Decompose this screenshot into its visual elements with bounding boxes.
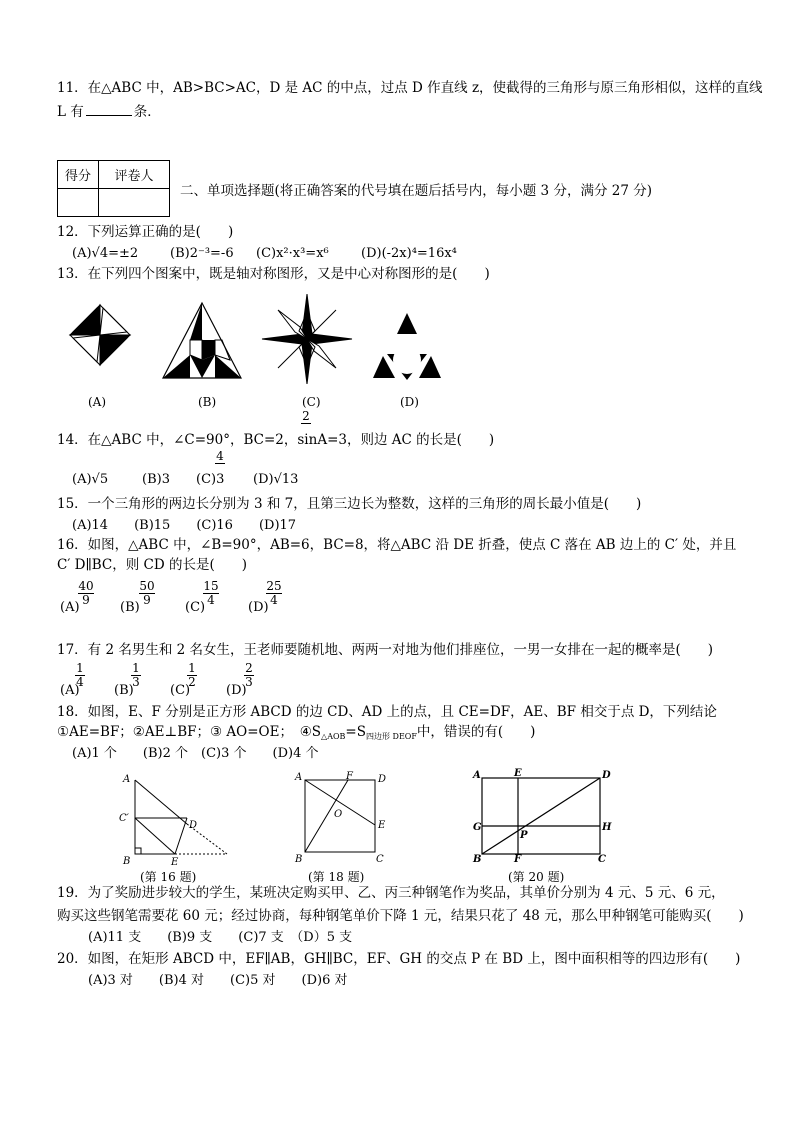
q16-d-num: 25 bbox=[266, 579, 282, 593]
grader-header: 评卷人 bbox=[99, 161, 170, 189]
q17-b-num: 1 bbox=[132, 661, 140, 675]
f20-label-c: C bbox=[598, 854, 606, 865]
f16-label-e: E bbox=[171, 857, 179, 868]
q16-a-den: 9 bbox=[82, 593, 90, 607]
q17-c-den: 2 bbox=[188, 675, 196, 689]
q14-sina-denominator: 3 bbox=[338, 432, 347, 448]
f16-label-a: A bbox=[123, 774, 131, 785]
q17-b-den: 3 bbox=[132, 675, 140, 689]
q14-option-a[interactable]: (A)√5 bbox=[72, 472, 109, 487]
figure-20 bbox=[470, 768, 610, 863]
f20-label-p: P bbox=[520, 830, 528, 841]
figure-20-caption: (第 20 题) bbox=[508, 870, 565, 884]
q14-option-c[interactable] bbox=[196, 472, 224, 488]
q18-line2-a: ①AE=BF；②AE⊥BF；③ AO=OE； ④S bbox=[57, 724, 322, 740]
f18-label-b: B bbox=[295, 854, 303, 865]
q13-label-b[interactable]: (B) bbox=[198, 395, 217, 409]
q16-option-b-frac[interactable] bbox=[139, 580, 155, 607]
q16-option-d-label[interactable]: (D) bbox=[248, 600, 269, 615]
triangle-circle-figure-d bbox=[365, 310, 450, 382]
q14-stem bbox=[57, 432, 494, 448]
q17-option-a-frac[interactable] bbox=[75, 662, 85, 689]
q16-b-den: 9 bbox=[143, 593, 151, 607]
star-figure-c bbox=[260, 292, 355, 387]
q19-options[interactable]: (A)11 支 (B)9 支 (C)7 支 （D）5 支 bbox=[88, 930, 353, 945]
q14-sina-fraction bbox=[301, 410, 311, 424]
q12-option-a[interactable]: (A)√4=±2 bbox=[72, 246, 139, 261]
q17-option-d-label[interactable]: (D) bbox=[226, 683, 247, 698]
f20-label-g: G bbox=[473, 822, 482, 833]
q16-line2: C′ D∥BC，则 CD 的长是( ) bbox=[57, 557, 248, 573]
q18-options[interactable]: (A)1 个 (B)2 个 (C)3 个 (D)4 个 bbox=[72, 746, 319, 761]
q18-line1: 18．如图，E、F 分别是正方形 ABCD 的边 CD、AD 上的点，且 CE=DF，AE、BF 相交于点 D，下列结论 bbox=[57, 704, 717, 720]
q16-option-a-frac[interactable] bbox=[78, 580, 94, 607]
score-header: 得分 bbox=[58, 161, 99, 189]
q14-c-denominator: 3 bbox=[216, 472, 225, 487]
q14-option-d[interactable]: (D)√13 bbox=[253, 472, 299, 487]
q17-a-den: 4 bbox=[76, 675, 84, 689]
q19-line2: 购买这些钢笔需要花 60 元；经过协商，每种钢笔单价下降 1 元，结果只花了 48 元，那么甲种钢笔可能购买( ) bbox=[57, 908, 744, 924]
f18-label-o: O bbox=[334, 809, 343, 820]
grader-cell[interactable] bbox=[99, 189, 170, 217]
q17-option-b-frac[interactable] bbox=[131, 662, 141, 689]
q17-option-c-frac[interactable] bbox=[187, 662, 197, 689]
q14-c-prefix: (C) bbox=[196, 472, 217, 487]
q13-label-a[interactable]: (A) bbox=[88, 395, 107, 409]
f20-label-a: A bbox=[473, 770, 481, 781]
q11-line2 bbox=[57, 103, 161, 120]
f16-label-c-prime: C′ bbox=[119, 813, 129, 824]
q11-line2-a: L 有 bbox=[57, 104, 84, 120]
q16-a-num: 40 bbox=[78, 579, 94, 593]
q17-c-num: 1 bbox=[188, 661, 196, 675]
f20-label-b: B bbox=[473, 854, 482, 865]
q12-option-c[interactable]: (C)x²·x³=x⁶ bbox=[256, 246, 329, 261]
q14-stem-b: ，则边 AC 的长是( ) bbox=[346, 432, 495, 448]
q12-option-d[interactable]: (D)(-2x)⁴=16x⁴ bbox=[361, 246, 457, 261]
pinwheel-figure-a bbox=[55, 305, 145, 380]
figure-18-caption: (第 18 题) bbox=[308, 870, 365, 884]
q16-option-c-frac[interactable] bbox=[203, 580, 219, 607]
section-2-title: 二、单项选择题(将正确答案的代号填在题后括号内，每小题 3 分，满分 27 分) bbox=[180, 183, 652, 199]
f16-label-d: D bbox=[189, 820, 198, 831]
triangle-figure-b bbox=[160, 300, 245, 380]
q17-d-den: 3 bbox=[245, 675, 253, 689]
figure-18 bbox=[290, 770, 390, 865]
f18-label-f: F bbox=[346, 771, 353, 782]
q16-d-den: 4 bbox=[270, 593, 278, 607]
q17-stem: 17．有 2 名男生和 2 名女生，王老师要随机地、两两一对地为他们排座位，一男一女排在一起的概率是( ) bbox=[57, 642, 714, 658]
q16-line1: 16．如图，△ABC 中，∠B=90°，AB=6，BC=8，将△ABC 沿 DE 折叠，使点 C 落在 AB 边上的 C′ 处，并且 bbox=[57, 537, 737, 553]
q16-option-b-label[interactable]: (B) bbox=[120, 600, 140, 615]
f16-label-b: B bbox=[123, 856, 131, 867]
q17-a-num: 1 bbox=[76, 661, 84, 675]
q12-stem: 12．下列运算正确的是( ) bbox=[57, 224, 234, 240]
q17-option-b-label[interactable]: (B) bbox=[114, 683, 134, 698]
f18-label-d: D bbox=[378, 774, 387, 785]
q19-line1: 19．为了奖励进步较大的学生，某班决定购买甲、乙、丙三种钢笔作为奖品，其单价分别为 4 元、5 元、6 元， bbox=[57, 885, 725, 901]
f18-label-a: A bbox=[295, 772, 303, 783]
f18-label-e: E bbox=[378, 820, 386, 831]
q17-option-a-label[interactable]: (A) bbox=[60, 683, 80, 698]
q18-line2 bbox=[57, 724, 535, 745]
q17-d-num: 2 bbox=[245, 661, 253, 675]
score-cell[interactable] bbox=[58, 189, 99, 217]
q14-c-fraction bbox=[215, 450, 225, 464]
q15-stem: 15．一个三角形的两边长分别为 3 和 7，且第三边长为整数，这样的三角形的周长最小值是( ) bbox=[57, 496, 642, 512]
q16-b-num: 50 bbox=[139, 579, 155, 593]
q14-sina-numerator: 2 bbox=[302, 409, 310, 423]
q18-line2-c: 中，错误的有( ) bbox=[416, 724, 536, 740]
figure-16-caption: (第 16 题) bbox=[140, 870, 197, 884]
q16-c-den: 4 bbox=[207, 593, 215, 607]
q11-line1: 11．在△ABC 中，AB>BC>AC，D 是 AC 的中点，过点 D 作直线 z，使截得的三角形与原三角形相似，这样的直线 bbox=[57, 80, 763, 96]
f20-label-e: E bbox=[514, 768, 522, 779]
q13-label-d[interactable]: (D) bbox=[400, 395, 419, 409]
q20-options[interactable]: (A)3 对 (B)4 对 (C)5 对 (D)6 对 bbox=[88, 973, 348, 988]
figure-16 bbox=[115, 772, 235, 867]
q20-stem: 20．如图，在矩形 ABCD 中，EF∥AB，GH∥BC，EF、GH 的交点 P 在 BD 上，图中面积相等的四边形有( ) bbox=[57, 951, 741, 967]
q17-option-d-frac[interactable] bbox=[244, 662, 254, 689]
q16-option-c-label[interactable]: (C) bbox=[185, 600, 206, 615]
q11-line2-b: 条． bbox=[133, 104, 161, 120]
q16-option-a-label[interactable]: (A) bbox=[60, 600, 80, 615]
f20-label-h: H bbox=[602, 822, 612, 833]
f18-label-c: C bbox=[376, 854, 384, 865]
answer-blank[interactable] bbox=[86, 103, 132, 116]
q13-stem: 13．在下列四个图案中，既是轴对称图形，又是中心对称图形的是( ) bbox=[57, 266, 490, 282]
q18-sub-aob: △AOB bbox=[321, 732, 346, 741]
q12-option-b[interactable]: (B)2⁻³=-6 bbox=[170, 246, 234, 261]
q17-option-c-label[interactable]: (C) bbox=[170, 683, 191, 698]
q14-option-b[interactable]: (B)3 bbox=[142, 472, 170, 487]
q16-option-d-frac[interactable] bbox=[266, 580, 282, 607]
q15-options[interactable]: (A)14 (B)15 (C)16 (D)17 bbox=[72, 518, 297, 533]
q14-stem-a: 14．在△ABC 中，∠C=90°，BC=2，sinA= bbox=[57, 432, 339, 448]
q18-line2-b: =S bbox=[345, 724, 366, 740]
q16-c-num: 15 bbox=[203, 579, 219, 593]
q13-label-c[interactable]: (C) bbox=[302, 395, 321, 409]
q14-c-numerator: 4 bbox=[216, 449, 224, 463]
f20-label-d: D bbox=[602, 770, 611, 781]
f20-label-f: F bbox=[514, 854, 522, 865]
score-table bbox=[57, 160, 170, 217]
q18-sub-deof: 四边形 DEOF bbox=[365, 732, 417, 741]
